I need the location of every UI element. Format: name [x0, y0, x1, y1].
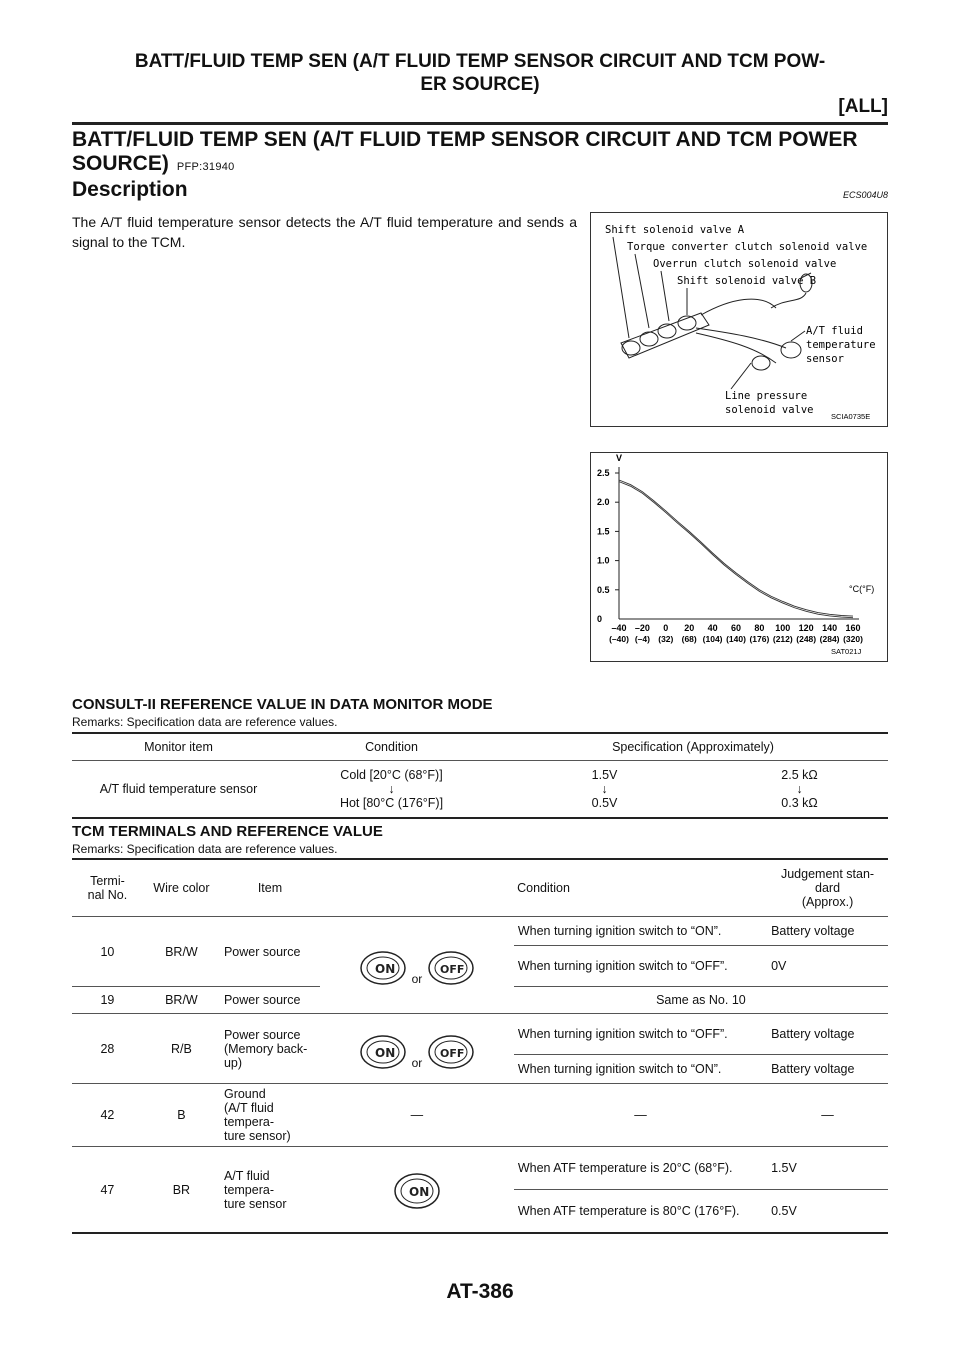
wire-color: BR/W [143, 987, 220, 1014]
ignition-key-images [320, 1014, 514, 1084]
chart-x-tick-label-f: (–40) [609, 634, 629, 644]
chart-series-line [619, 480, 853, 616]
chart-y-tick-label: 2.0 [597, 497, 610, 508]
condition: When turning ignition switch to “ON”. [514, 1055, 767, 1084]
resistance-hot: 0.3 kΩ [781, 796, 818, 810]
cell-condition [285, 761, 498, 819]
description-heading: Description [72, 178, 188, 201]
chart-y-tick-label: 0.5 [597, 584, 610, 595]
chart-x-tick-label-c: 160 [845, 623, 861, 633]
resistance-cold: 2.5 kΩ [781, 768, 818, 782]
header-judgement: Judgement stan- dard (Approx.) [767, 859, 888, 917]
table-row [72, 1084, 888, 1147]
key-on-icon [358, 1028, 408, 1070]
or-label: or [411, 1055, 423, 1070]
wire-color: BR/W [143, 917, 220, 987]
judgement: Battery voltage [767, 917, 888, 946]
description-text: The A/T fluid temperature sensor detects the A/T fluid temperature and sends a signal to the TCM. [72, 214, 577, 250]
item: Power source (Memory back-up) [220, 1014, 320, 1084]
condition: When turning ignition switch to “OFF”. [514, 1014, 767, 1055]
header-item: Item [220, 859, 320, 917]
chart-y-tick-label: 0 [597, 614, 603, 624]
consult-data-row [72, 761, 888, 819]
arrow-down-icon: ↓ [601, 782, 608, 796]
chart-x-tick-label-c: 0 [663, 623, 669, 633]
key-off-icon [426, 1028, 476, 1070]
cond-cold: Cold [20°C (68°F)] [340, 768, 443, 782]
terminal-no: 47 [72, 1147, 143, 1234]
judgement: Battery voltage [767, 1014, 888, 1055]
label-atf-3: sensor [806, 353, 844, 365]
voltage-temperature-chart [590, 452, 888, 662]
tcm-heading: TCM TERMINALS AND REFERENCE VALUE [72, 823, 383, 840]
chart-y-tick-label: 2.5 [597, 468, 610, 478]
key-on-icon [358, 944, 408, 986]
tcm-header-row [72, 859, 888, 917]
chart-xlabel: °C(°F) [849, 584, 875, 594]
terminal-no: 28 [72, 1014, 143, 1084]
item: Power source [220, 917, 320, 987]
header-condition: Condition [285, 733, 498, 761]
chart-series-line [619, 482, 853, 618]
ignition-key-images [320, 917, 514, 1014]
section-title [72, 128, 892, 179]
svg-text:OFF: OFF [440, 963, 465, 976]
running-header-line2: ER SOURCE) [420, 74, 540, 95]
header-spec: Specification (Approximately) [498, 733, 888, 761]
label-line-pressure-2: solenoid valve [725, 404, 814, 416]
section-title-line2: SOURCE) [72, 152, 169, 175]
running-header-title [0, 50, 960, 96]
wire-color: R/B [143, 1014, 220, 1084]
chart-x-tick-label-f: (68) [681, 634, 697, 644]
chart-y-tick-label: 1.0 [597, 555, 610, 566]
label-shift-solenoid-b: Shift solenoid valve B [677, 275, 817, 287]
chart-y-tick-label: 1.5 [597, 526, 610, 537]
chart-x-tick-label-c: –20 [634, 623, 650, 633]
label-line-pressure-1: Line pressure [725, 390, 808, 402]
cell-monitor-item: A/T fluid temperature sensor [72, 761, 285, 819]
header-rule [72, 122, 888, 125]
condition: When ATF temperature is 80°C (176°F). [514, 1190, 767, 1234]
consult-remarks: Remarks: Specification data are reference values. [72, 715, 338, 729]
chart-x-tick-label-c: 40 [707, 623, 718, 633]
label-atf-1: A/T fluid [806, 325, 863, 337]
key-on-icon [392, 1165, 442, 1211]
arrow-down-icon: ↓ [796, 782, 803, 796]
header-wire-color: Wire color [143, 859, 220, 917]
condition-dash: — [320, 1084, 514, 1147]
header-terminal: Termi- nal No. [72, 859, 143, 917]
section-title-line1: BATT/FLUID TEMP SEN (A/T FLUID TEMP SENSOR CIRCUIT AND TCM POWER [72, 128, 858, 151]
tcm-remarks: Remarks: Specification data are reference values. [72, 842, 338, 856]
chart-x-tick-label-c: 60 [730, 623, 742, 633]
header-condition: Condition [320, 859, 767, 917]
chart-x-tick-label-f: (140) [726, 634, 746, 644]
judgement: 1.5V [767, 1147, 888, 1190]
item: A/T fluid tempera- ture sensor [220, 1147, 320, 1234]
condition: When ATF temperature is 20°C (68°F). [514, 1147, 767, 1190]
arrow-down-icon: ↓ [388, 782, 395, 796]
label-shift-solenoid-a: Shift solenoid valve A [605, 224, 745, 236]
chart-x-tick-label-c: 120 [798, 623, 814, 633]
chart-x-tick-label-f: (284) [819, 634, 840, 644]
label-atf-2: temperature [806, 339, 876, 351]
chart-x-tick-label-c: –40 [611, 623, 627, 633]
judgement: 0V [767, 946, 888, 987]
cell-voltage [498, 761, 711, 819]
wire-color: BR [143, 1147, 220, 1234]
svg-text:ON: ON [374, 962, 395, 976]
terminal-no: 10 [72, 917, 143, 987]
key-off-icon [426, 944, 476, 986]
chart-x-tick-label-c: 80 [754, 623, 765, 633]
label-tcc-solenoid: Torque converter clutch solenoid valve [627, 241, 868, 253]
consult-table [72, 732, 888, 819]
condition-dash: — [514, 1084, 767, 1147]
page-number: AT-386 [446, 1280, 514, 1303]
cond-hot: Hot [80°C (176°F)] [339, 796, 444, 810]
chart-x-tick-label-c: 20 [684, 623, 695, 633]
chart-x-tick-label-c: 140 [822, 623, 838, 633]
voltage-hot: 0.5V [591, 796, 618, 810]
chart-ylabel: V [616, 453, 623, 463]
running-header-line1: BATT/FLUID TEMP SEN (A/T FLUID TEMP SENSOR CIRCUIT AND TCM POW- [134, 51, 826, 72]
header-monitor-item: Monitor item [72, 733, 285, 761]
pfp-code: PFP:31940 [176, 161, 235, 173]
chart-x-tick-label-f: (104) [702, 634, 723, 644]
chart-x-tick-label-f: (248) [796, 634, 817, 644]
chart-code: SAT021J [831, 647, 862, 656]
svg-text:ON: ON [374, 1045, 395, 1060]
running-header-tag: [ALL] [838, 96, 888, 117]
cell-resistance [711, 761, 888, 819]
wire-color: B [143, 1084, 220, 1147]
table-row [72, 917, 888, 946]
label-overrun-solenoid: Overrun clutch solenoid valve [653, 258, 837, 270]
or-label: or [411, 972, 423, 986]
chart-x-tick-label-f: (176) [749, 634, 770, 644]
component-illustration [590, 212, 888, 427]
tcm-table [72, 858, 888, 1234]
item: Ground (A/T fluid tempera- ture sensor) [220, 1084, 320, 1147]
judgement-dash: — [767, 1084, 888, 1147]
table-row [72, 1147, 888, 1190]
judgement: 0.5V [767, 1190, 888, 1234]
table-row [72, 1014, 888, 1055]
terminal-no: 19 [72, 987, 143, 1014]
svg-text:ON: ON [408, 1185, 430, 1199]
chart-x-tick-label-f: (–4) [634, 634, 650, 644]
item: Power source [220, 987, 320, 1014]
terminal-no: 42 [72, 1084, 143, 1147]
ecs-code: ECS004U8 [842, 190, 888, 200]
condition: When turning ignition switch to “ON”. [514, 917, 767, 946]
chart-x-tick-label-f: (32) [658, 634, 674, 644]
chart-x-tick-label-f: (320) [843, 634, 863, 644]
chart-x-tick-label-f: (212) [772, 634, 793, 644]
same-as-note: Same as No. 10 [514, 987, 888, 1014]
condition: When turning ignition switch to “OFF”. [514, 946, 767, 987]
voltage-cold: 1.5V [591, 768, 618, 782]
consult-header-row [72, 733, 888, 761]
consult-heading: CONSULT-II REFERENCE VALUE IN DATA MONITOR MODE [72, 696, 493, 713]
judgement: Battery voltage [767, 1055, 888, 1084]
svg-text:OFF: OFF [440, 1046, 465, 1060]
chart-x-tick-label-c: 100 [775, 623, 791, 633]
ignition-key-images [320, 1147, 514, 1234]
figure1-code: SCIA0735E [831, 412, 871, 421]
